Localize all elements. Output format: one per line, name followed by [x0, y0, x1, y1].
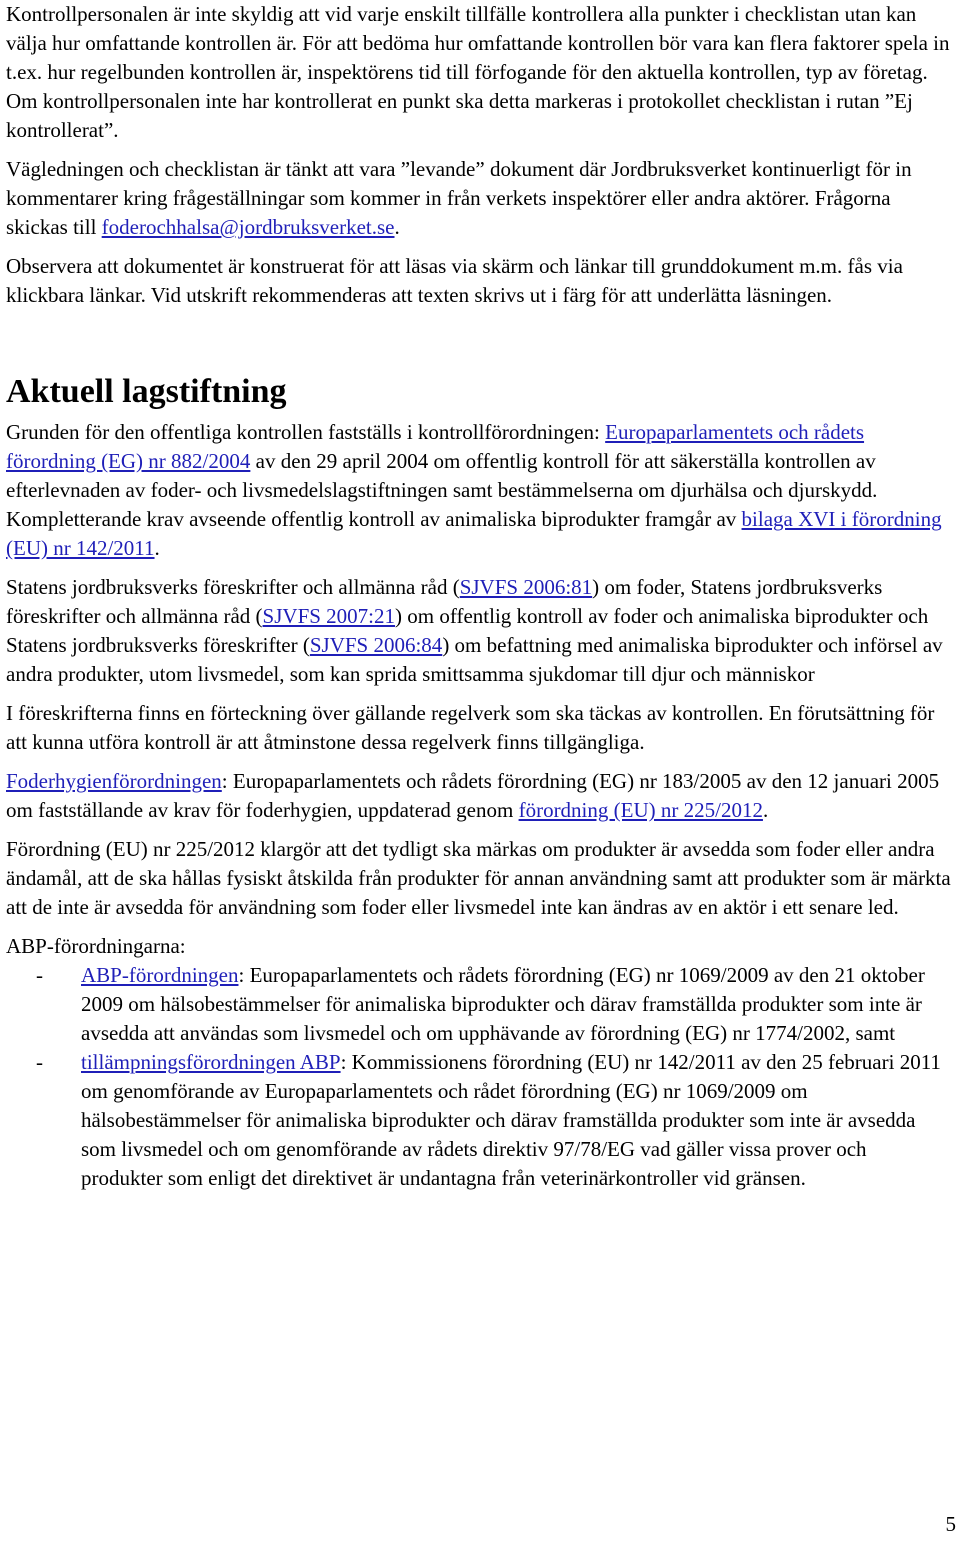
link-eu-225-2012[interactable]: förordning (EU) nr 225/2012: [518, 798, 763, 822]
intro-paragraph-2-end: .: [394, 215, 400, 239]
list-item: [6, 1048, 952, 1193]
link-sjvfs-2006-84[interactable]: SJVFS 2006:84: [309, 633, 443, 657]
intro-paragraph-2: [6, 155, 952, 242]
legislation-p2-text-3: ) om offentlig kontroll av foder och animaliska biprodukter och Statens jordbruksverks föreskrifter (: [6, 604, 929, 657]
link-foderhygienforordningen[interactable]: Foderhygienförordningen: [6, 769, 222, 793]
legislation-p4-text-1: : Europaparlamentets och rådets förordning (EG) nr 183/2005 av den 12 januari 2005 om fastställande av krav för foderhygien, uppdaterad genom: [6, 769, 940, 822]
legislation-p1-text-3: .: [154, 536, 160, 560]
list-dash: -: [36, 963, 43, 987]
abp-intro: ABP-förordningarna:: [6, 934, 186, 958]
link-abp-forordningen[interactable]: ABP-förordningen: [81, 963, 239, 987]
link-eg-882-2004[interactable]: Europaparlamentets och rådets förordning (EG) nr 882/2004: [6, 420, 865, 473]
email-link[interactable]: foderochhalsa@jordbruksverket.se: [101, 215, 395, 239]
section-heading: Aktuell lagstiftning: [6, 373, 287, 410]
legislation-p1-text-1: Grunden för den offentliga kontrollen fastställs i kontrollförordningen:: [6, 420, 606, 444]
legislation-p1-text-2: av den 29 april 2004 om offentlig kontroll för att säkerställa kontrollen av efterlevnaden av foder- och livsmedelslagstiftningen samt bestämmelserna om djurhälsa och djurskydd. Kompletterande krav avseende offentlig kontroll av animaliska biprodukter framgår av: [6, 449, 878, 531]
list-item-text: : Europaparlamentets och rådets förordning (EG) nr 1069/2009 av den 21 oktober 2009 om hälsobestämmelser för animaliska biprodukter och därav framställda produkter som inte är avsedda att användas som livsmedel och om upphävande av förordning (EG) nr 1774/2002, samt: [81, 963, 925, 1045]
intro-paragraph-3: Observera att dokumentet är konstruerat för att läsas via skärm och länkar till grunddokument m.m. fås via klickbara länkar. Vid utskrift rekommenderas att texten skrivs ut i färg för att underlätta läsningen.: [6, 254, 903, 307]
link-bilaga-xvi[interactable]: bilaga XVI i förordning (EU) nr 142/2011: [6, 507, 942, 560]
legislation-paragraph-2: [6, 573, 952, 689]
intro-paragraph-2-text: Vägledningen och checklistan är tänkt att vara ”levande” dokument där Jordbruksverket kontinuerligt för in kommentarer kring frågeställningar som kommer in från verkets inspektörer eller andra aktörer. Frågorna skickas till: [6, 157, 912, 239]
legislation-p2-text-4: ) om befattning med animaliska biprodukter och införsel av andra produkter, utom livsmedel, som kan sprida smittsamma sjukdomar till djur och människor: [6, 633, 943, 686]
link-sjvfs-2006-81[interactable]: SJVFS 2006:81: [459, 575, 593, 599]
list-item: [6, 961, 952, 1048]
legislation-paragraph-4: [6, 767, 952, 825]
list-item-text: : Kommissionens förordning (EU) nr 142/2011 av den 25 februari 2011 om genomförande av Europaparlamentets och rådet förordning (EG) nr 1069/2009 om hälsobestämmelser för animaliska biprodukter och därav framställda produkter som inte är avsedda som livsmedel och om genomförande av rådets direktiv 97/78/EG vad gäller vissa prover och produkter som enligt det direktivet är undantagna från veterinärkontroller vid gränsen.: [81, 1050, 941, 1190]
legislation-p4-text-2: .: [762, 798, 769, 822]
legislation-p2-text-2: ) om foder, Statens jordbruksverks föreskrifter och allmänna råd (: [6, 575, 883, 628]
intro-paragraph-1: Kontrollpersonalen är inte skyldig att vid varje enskilt tillfälle kontrollera alla punkter i checklistan utan kan välja hur omfattande kontrollen är. För att bedöma hur omfattande kontrollen bör vara kan flera faktorer spela in t.ex. hur regelbunden kontrollen är, inspektörens tid till förfogande för den aktuella kontrollen, typ av företag. Om kontrollpersonalen inte har kontrollerat en punkt ska detta markeras i protokollet checklistan i rutan ”Ej kontrollerat”.: [6, 2, 950, 142]
legislation-paragraph-5: Förordning (EU) nr 225/2012 klargör att det tydligt ska märkas om produkter är avsedda som foder eller andra ändamål, att de ska hållas fysiskt åtskilda från produkter för annan användning samt att produkter som är märkta att de inte är avsedda för användning som foder eller livsmedel inte kan ändras av en aktör i ett senare led.: [6, 837, 951, 919]
link-sjvfs-2007-21[interactable]: SJVFS 2007:21: [262, 604, 396, 628]
link-tillampningsforordningen-abp[interactable]: tillämpningsförordningen ABP: [81, 1050, 341, 1074]
list-dash: -: [36, 1050, 43, 1074]
abp-list: [6, 961, 952, 1193]
legislation-paragraph-1: [6, 418, 952, 563]
page-number: 5: [945, 1512, 956, 1536]
legislation-paragraph-3: I föreskrifterna finns en förteckning över gällande regelverk som ska täckas av kontrollen. En förutsättning för att kunna utföra kontroll är att åtminstone dessa regelverk finns tillgängliga.: [6, 701, 935, 754]
legislation-p2-text-1: Statens jordbruksverks föreskrifter och allmänna råd (: [6, 575, 460, 599]
